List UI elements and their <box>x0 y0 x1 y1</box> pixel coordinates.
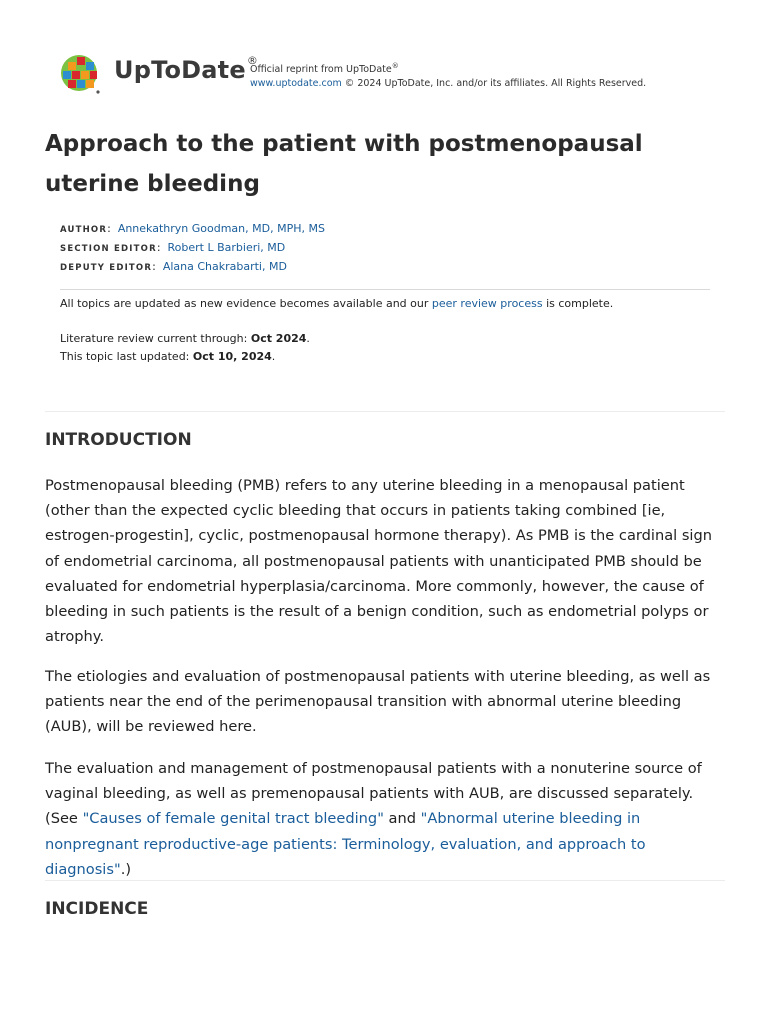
author-link[interactable]: Annekathryn Goodman, MD, MPH, MS <box>117 222 325 235</box>
updated-date: Oct 10, 2024 <box>192 349 272 363</box>
logo-wordmark: UpToDate® <box>114 54 259 84</box>
update-notice: All topics are updated as new evidence becomes available and our peer review process is complete. <box>60 297 614 310</box>
intro-paragraph-1: Postmenopausal bleeding (PMB) refers to any uterine bleeding in a menopausal patient (other than the expected cyclic bleeding that occurs in patients taking combined [ie, estrogen-progestin], cyclic, postmenopausal hormone therapy). As PMB is the cardinal sign of endometrial carcinoma, all postmenopausal patients with unanticipated PMB should be evaluated for endometrial hyperplasia/carcinoma. More commonly, however, the cause of bleeding in such patients is the result of a benign condition, such as endometrial polyps or atrophy. <box>45 477 713 646</box>
section-editor-row: SECTION EDITOR: Robert L Barbieri, MD <box>60 241 286 254</box>
copyright-text: © 2024 UpToDate, Inc. and/or its affiliates. All Rights Reserved. <box>341 78 647 90</box>
uptodate-logo-icon <box>60 54 100 94</box>
causes-genital-bleeding-link[interactable]: "Causes of female genital tract bleeding" <box>82 810 384 828</box>
page-title: Approach to the patient with postmenopausal uterine bleeding <box>45 131 643 197</box>
divider <box>60 289 710 290</box>
intro-paragraph-3: The evaluation and management of postmenopausal patients with a nonuterine source of vaginal bleeding, as well as premenopausal patients with AUB, are discussed separately. (See "Causes of female genital tract bleeding" and "Abnormal uterine bleeding in nonpregnant reproductive-age patients: Terminology, evaluation, and approach to diagnosis".) <box>45 760 702 878</box>
author-label: AUTHOR <box>60 225 108 235</box>
abnormal-uterine-bleeding-link[interactable]: "Abnormal uterine bleeding in nonpregnant reproductive-age patients: Terminology, evaluation, and approach to diagnosis" <box>45 810 646 878</box>
section-editor-link[interactable]: Robert L Barbieri, MD <box>167 241 286 254</box>
deputy-editor-row: DEPUTY EDITOR: Alana Chakrabarti, MD <box>60 260 287 273</box>
literature-review-info: Literature review current through: Oct 2024. This topic last updated: Oct 10, 2024. <box>60 332 310 363</box>
divider <box>45 411 725 412</box>
reprint-notice: Official reprint from UpToDate® www.uptodate.com © 2024 UpToDate, Inc. and/or its affiliates. All Rights Reserved. <box>250 62 647 90</box>
author-row: AUTHOR: Annekathryn Goodman, MD, MPH, MS <box>60 222 325 235</box>
review-date: Oct 2024 <box>250 332 307 345</box>
incidence-heading: INCIDENCE <box>45 899 149 919</box>
intro-paragraph-2: The etiologies and evaluation of postmenopausal patients with uterine bleeding, as well as patients near the end of the perimenopausal transition with abnormal uterine bleeding (AUB), will be reviewed here. <box>45 668 711 736</box>
uptodate-site-link[interactable]: www.uptodate.com <box>250 78 342 90</box>
introduction-heading: INTRODUCTION <box>45 430 192 450</box>
section-editor-label: SECTION EDITOR <box>60 244 157 254</box>
deputy-editor-label: DEPUTY EDITOR <box>60 263 153 273</box>
divider <box>45 880 725 881</box>
page-header <box>60 52 720 96</box>
peer-review-link[interactable]: peer review process <box>431 297 543 310</box>
deputy-editor-link[interactable]: Alana Chakrabarti, MD <box>162 260 287 273</box>
topic-credits <box>60 220 325 277</box>
